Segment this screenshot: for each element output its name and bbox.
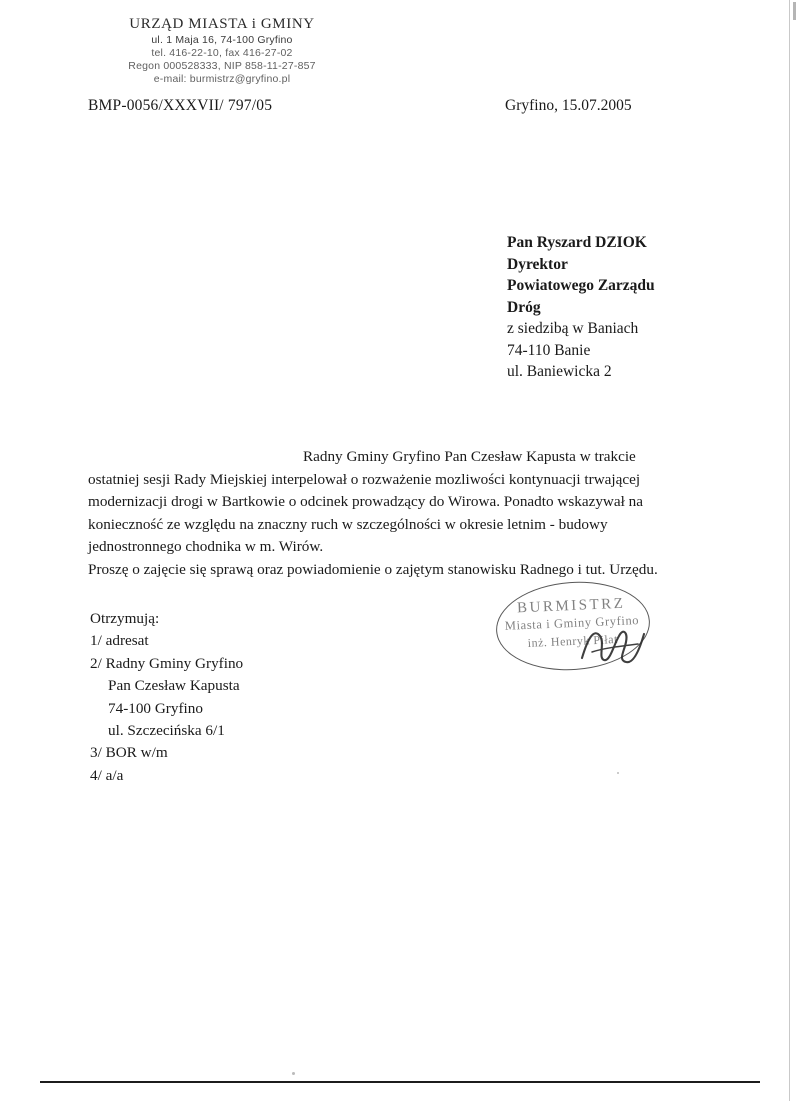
place-and-date: Gryfino, 15.07.2005 (505, 97, 632, 114)
distribution-item-1: 1/ adresat (90, 632, 149, 650)
body-paragraph-1: Radny Gminy Gryfino Pan Czesław Kapusta w trakcie ostatniej sesji Rady Miejskiej interpelował o rozważenie mozliwości kontynuacji trwającej modernizacji drogi w Bartkowie o odcinek prowadzący do Wirowa. Ponadto wskazywał na konieczność ze względu na znaczny ruch w szczególności w okresie letnim - budowy jednostronnego chodnika w m. Wirów. (88, 448, 643, 555)
stamp-line-3: inż. Henryk Piłat (527, 632, 619, 650)
stamp-line-1: BURMISTRZ (516, 595, 626, 617)
signature-icon (578, 618, 648, 668)
distribution-item-2-name: Pan Czesław Kapusta (108, 677, 240, 695)
addressee-street: ul. Baniewicka 2 (507, 363, 612, 380)
page-bottom-rule (40, 1081, 760, 1083)
official-stamp (492, 578, 662, 678)
distribution-heading: Otrzymują: (90, 610, 160, 627)
letterhead-address: ul. 1 Maja 16, 74-100 Gryfino (151, 34, 293, 46)
letter-body (88, 446, 676, 581)
scan-speck (292, 1072, 295, 1075)
addressee-name: Pan Ryszard DZIOK (507, 234, 647, 251)
reference-number: BMP-0056/XXXVII/ 797/05 (88, 97, 273, 114)
letterhead-ids: Regon 000528333, NIP 858-11-27-857 (128, 60, 316, 72)
letterhead-phone: tel. 416-22-10, fax 416-27-02 (151, 47, 293, 59)
scan-edge-tick (793, 2, 796, 20)
distribution-item-2: 2/ Radny Gminy Gryfino (90, 654, 244, 672)
letterhead (72, 16, 372, 85)
distribution-item-3: 3/ BOR w/m (90, 744, 168, 762)
addressee-position: Dyrektor (507, 255, 568, 273)
stamp-line-2: Miasta i Gminy Gryfino (504, 613, 640, 633)
distribution-item-2-street: ul. Szczecińska 6/1 (108, 722, 225, 740)
letterhead-title: URZĄD MIASTA i GMINY (129, 16, 315, 32)
addressee-org-line1: Powiatowego Zarządu (507, 277, 655, 294)
scan-edge (789, 0, 790, 1101)
scan-speck (617, 772, 619, 774)
distribution-list (90, 608, 243, 787)
distribution-item-2-postal: 74-100 Gryfino (108, 699, 203, 717)
addressee-org-line2: Dróg (507, 298, 541, 316)
letterhead-email: e-mail: burmistrz@gryfino.pl (153, 73, 291, 85)
body-paragraph-2: Proszę o zajęcie się sprawą oraz powiadomienie o zajętym stanowisku Radnego i tut. Urzędu. (88, 560, 658, 578)
addressee-postal: 74-110 Banie (507, 341, 591, 359)
distribution-item-4: 4/ a/a (90, 766, 124, 784)
addressee-block (507, 232, 655, 383)
addressee-seat: z siedzibą w Baniach (507, 320, 639, 337)
